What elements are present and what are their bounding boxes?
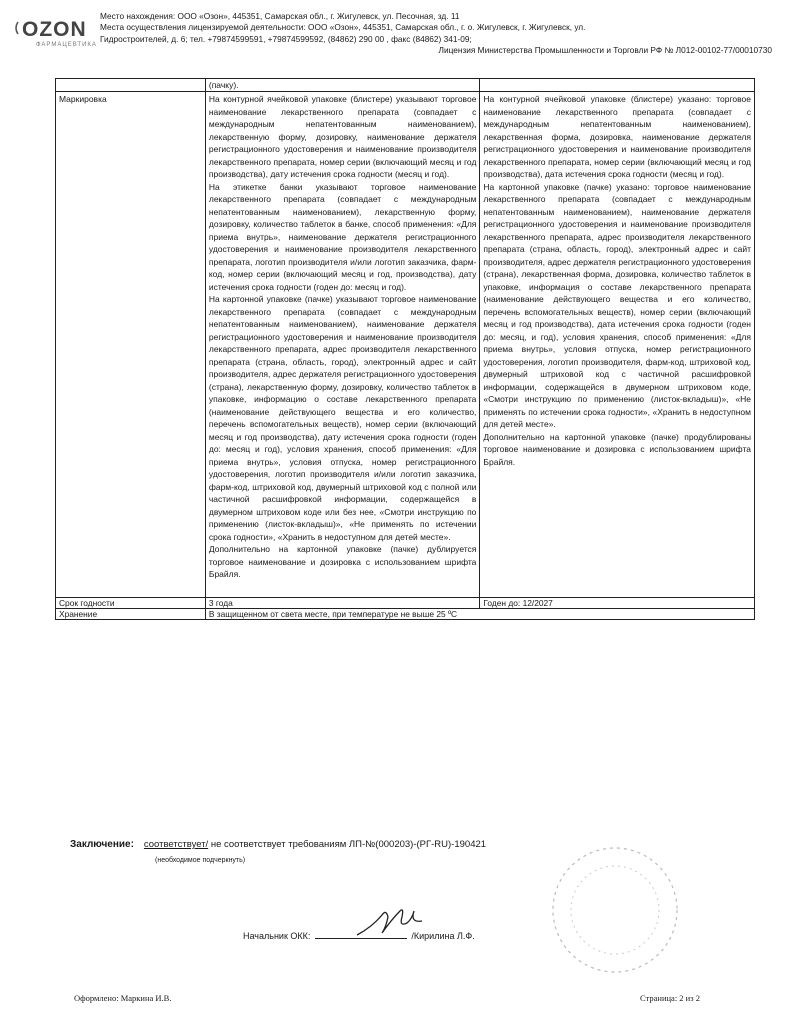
marking-fact-cell bbox=[480, 92, 755, 598]
marking-spec-para: На контурной ячейковой упаковке (блистере) указывают торговое наименование лекарственного препарата (совпадает с международным непатентованным наименованием), лекарственную форму, дозировку, наименование держателя регистрационного удостоверения и наименование производителя лекарственного препарата, номер серии (включающий месяц и год производства), дату истечения срока годности (месяц и год). bbox=[208, 94, 477, 179]
chief-name: /Кирилина Л.Ф. bbox=[411, 931, 475, 941]
marking-spec-para: На этикетке банки указывают торговое наименование лекарственного препарата (совпадает с международным непатентованным наименованием), лекарственную форму, дозировку, количество таблеток в банке, способ применения: «Для приема внутрь», наименование держателя регистрационного удостоверения и наименование производителя лекарственного препарата, логотип производителя и/или логотип заказчика, фарм-код, номер серии (включающий месяц и год, производства), дату истечения срока годности (годен до: месяц и год). bbox=[208, 181, 477, 292]
marking-row bbox=[56, 92, 755, 598]
logo-subtitle: ФАРМАЦЕВТИКА bbox=[36, 42, 97, 48]
table-row bbox=[56, 79, 755, 92]
letterhead-license: Лицензия Министерства Промышленности и Торговли РФ № Л012-00102-77/00010730 bbox=[438, 44, 772, 55]
ozon-logo bbox=[12, 14, 102, 51]
shelf-life-fact: Годен до: 12/2027 bbox=[480, 597, 755, 608]
marking-spec-para: На картонной упаковке (пачке) указывают торговое наименование лекарственного препарата (совпадает с международным непатентованным наименованием), наименование держателя регистрационного удостоверения и наименование производителя лекарственного препарата, адрес производителя лекарственного препарата (страна, область, город), электронный адрес и сайт производителя, адрес держателя регистрационного удостоверения (страна), лекарственную форму, дозировку, количество таблеток в упаковке, информацию о составе лекарственного препарата (наименование действующего вещества и его количество, перечень вспомогательных веществ), номер серии (включающий месяц и год производства), дату истечения срока годности (годен до: месяц и год), условия хранения, способ применения: «Для приема внутрь», условия отпуска, номер регистрационного удостоверения, логотип производителя и/или логотип заказчика, фарм-код, штриховой код, двумерный штриховой код с полной или частичной расшифровкой информации, содержащейся в двумерном штриховом коде или без нее, «Смотри инструкцию по применению (листок-вкладыш)», «Не применять по истечении срока годности», «Хранить в недоступном для детей месте». bbox=[208, 294, 477, 542]
conclusion-text: не соответствует требованиям ЛП-№(000203)-(РГ-RU)-190421 bbox=[208, 839, 487, 850]
storage-label: Хранение bbox=[56, 608, 206, 619]
spec-table bbox=[55, 78, 755, 620]
marking-label: Маркировка bbox=[56, 92, 206, 598]
conclusion-note: (необходимое подчеркнуть) bbox=[155, 857, 246, 864]
letterhead-line-2: Места осуществления лицензируемой деятельности: ООО «Озон», 445351, Самарская обл., г. о. Жигулевск, г. Жигулевск, ул. bbox=[100, 22, 586, 33]
conclusion-selected: соответствует/ bbox=[143, 839, 209, 850]
signature-underline bbox=[315, 938, 407, 939]
shelf-life-label: Срок годности bbox=[56, 597, 206, 608]
chief-title: Начальник ОКК: bbox=[243, 931, 311, 941]
marking-fact-para: На картонной упаковке (пачке) указано: торговое наименование лекарственного препарата (совпадает с международным непатентованным наименованием), наименование держателя регистрационного удостоверения и наименование производителя лекарственного препарата, адрес производителя лекарственного препарата (страна, область, город), электронный адрес и сайт производителя, адрес держателя регистрационного удостоверения (страна), лекарственная форма, дозировка, количество таблеток в упаковке, информация о составе лекарственного препарата (наименование действующего вещества и его количество, перечень вспомогательных веществ), номер серии (включающий месяц и год производства), дата истечения срока годности (годен до: месяц, и год), условия хранения, способ применения: «Для приема внутрь», условия отпуска, номер регистрационного удостоверения, логотип производителя, фарм-код, штриховой код, двумерный штриховой код с частичной расшифровкой информации, содержащейся в двумерном штриховом коде, «Смотри инструкцию по применению (листок-вкладыш)», «Не применять по истечении срока годности», «Хранить в недоступном для детей месте». bbox=[483, 181, 751, 429]
letterhead-line-3: Гидростроителей, д. 6; тел. +79874599591, +79874599592, (84862) 290 00 , факс (84862) 341-09; bbox=[100, 33, 472, 44]
chief-signature-line bbox=[243, 931, 475, 941]
marking-spec-para: Дополнительно на картонной упаковке (пачке) дублируется торговое наименование и дозировка с использованием шрифта Брайля. bbox=[208, 544, 477, 579]
conclusion bbox=[70, 839, 486, 850]
shelf-life-spec: 3 года bbox=[205, 597, 480, 608]
storage-row bbox=[56, 608, 755, 619]
letterhead-line-1: Место нахождения: ООО «Озон», 445351, Самарская обл., г. Жигулевск, ул. Песочная, зд. 11 bbox=[100, 11, 460, 21]
marking-fact-para: Дополнительно на картонной упаковке (пачке) продублированы торговое наименование и дозировка с использованием шрифта Брайля. bbox=[483, 431, 751, 467]
conclusion-label: Заключение: bbox=[70, 839, 134, 850]
footer-prepared-by: Оформлено: Маркина И.В. bbox=[74, 993, 172, 1003]
table-cell bbox=[480, 79, 755, 92]
letterhead bbox=[100, 11, 780, 56]
shelf-life-row bbox=[56, 597, 755, 608]
stamp bbox=[540, 840, 690, 980]
footer-page-number: Страница: 2 из 2 bbox=[640, 993, 700, 1003]
storage-text: В защищенном от света месте, при температуре не выше 25 ºС bbox=[205, 608, 754, 619]
marking-spec-cell bbox=[205, 92, 480, 598]
table-cell: (пачку). bbox=[205, 79, 480, 92]
marking-fact-para: На контурной ячейковой упаковке (блистере) указано: торговое наименование лекарственного препарата (совпадает с международным непатентованным наименованием), лекарственная форма, дозировка, наименование держателя регистрационного удостоверения и наименование производителя лекарственного препарата, номер серии (включающий месяц и год производства), дата истечения срока годности (месяц и год). bbox=[483, 94, 751, 179]
logo-name: OZON bbox=[22, 18, 87, 41]
table-cell bbox=[56, 79, 206, 92]
